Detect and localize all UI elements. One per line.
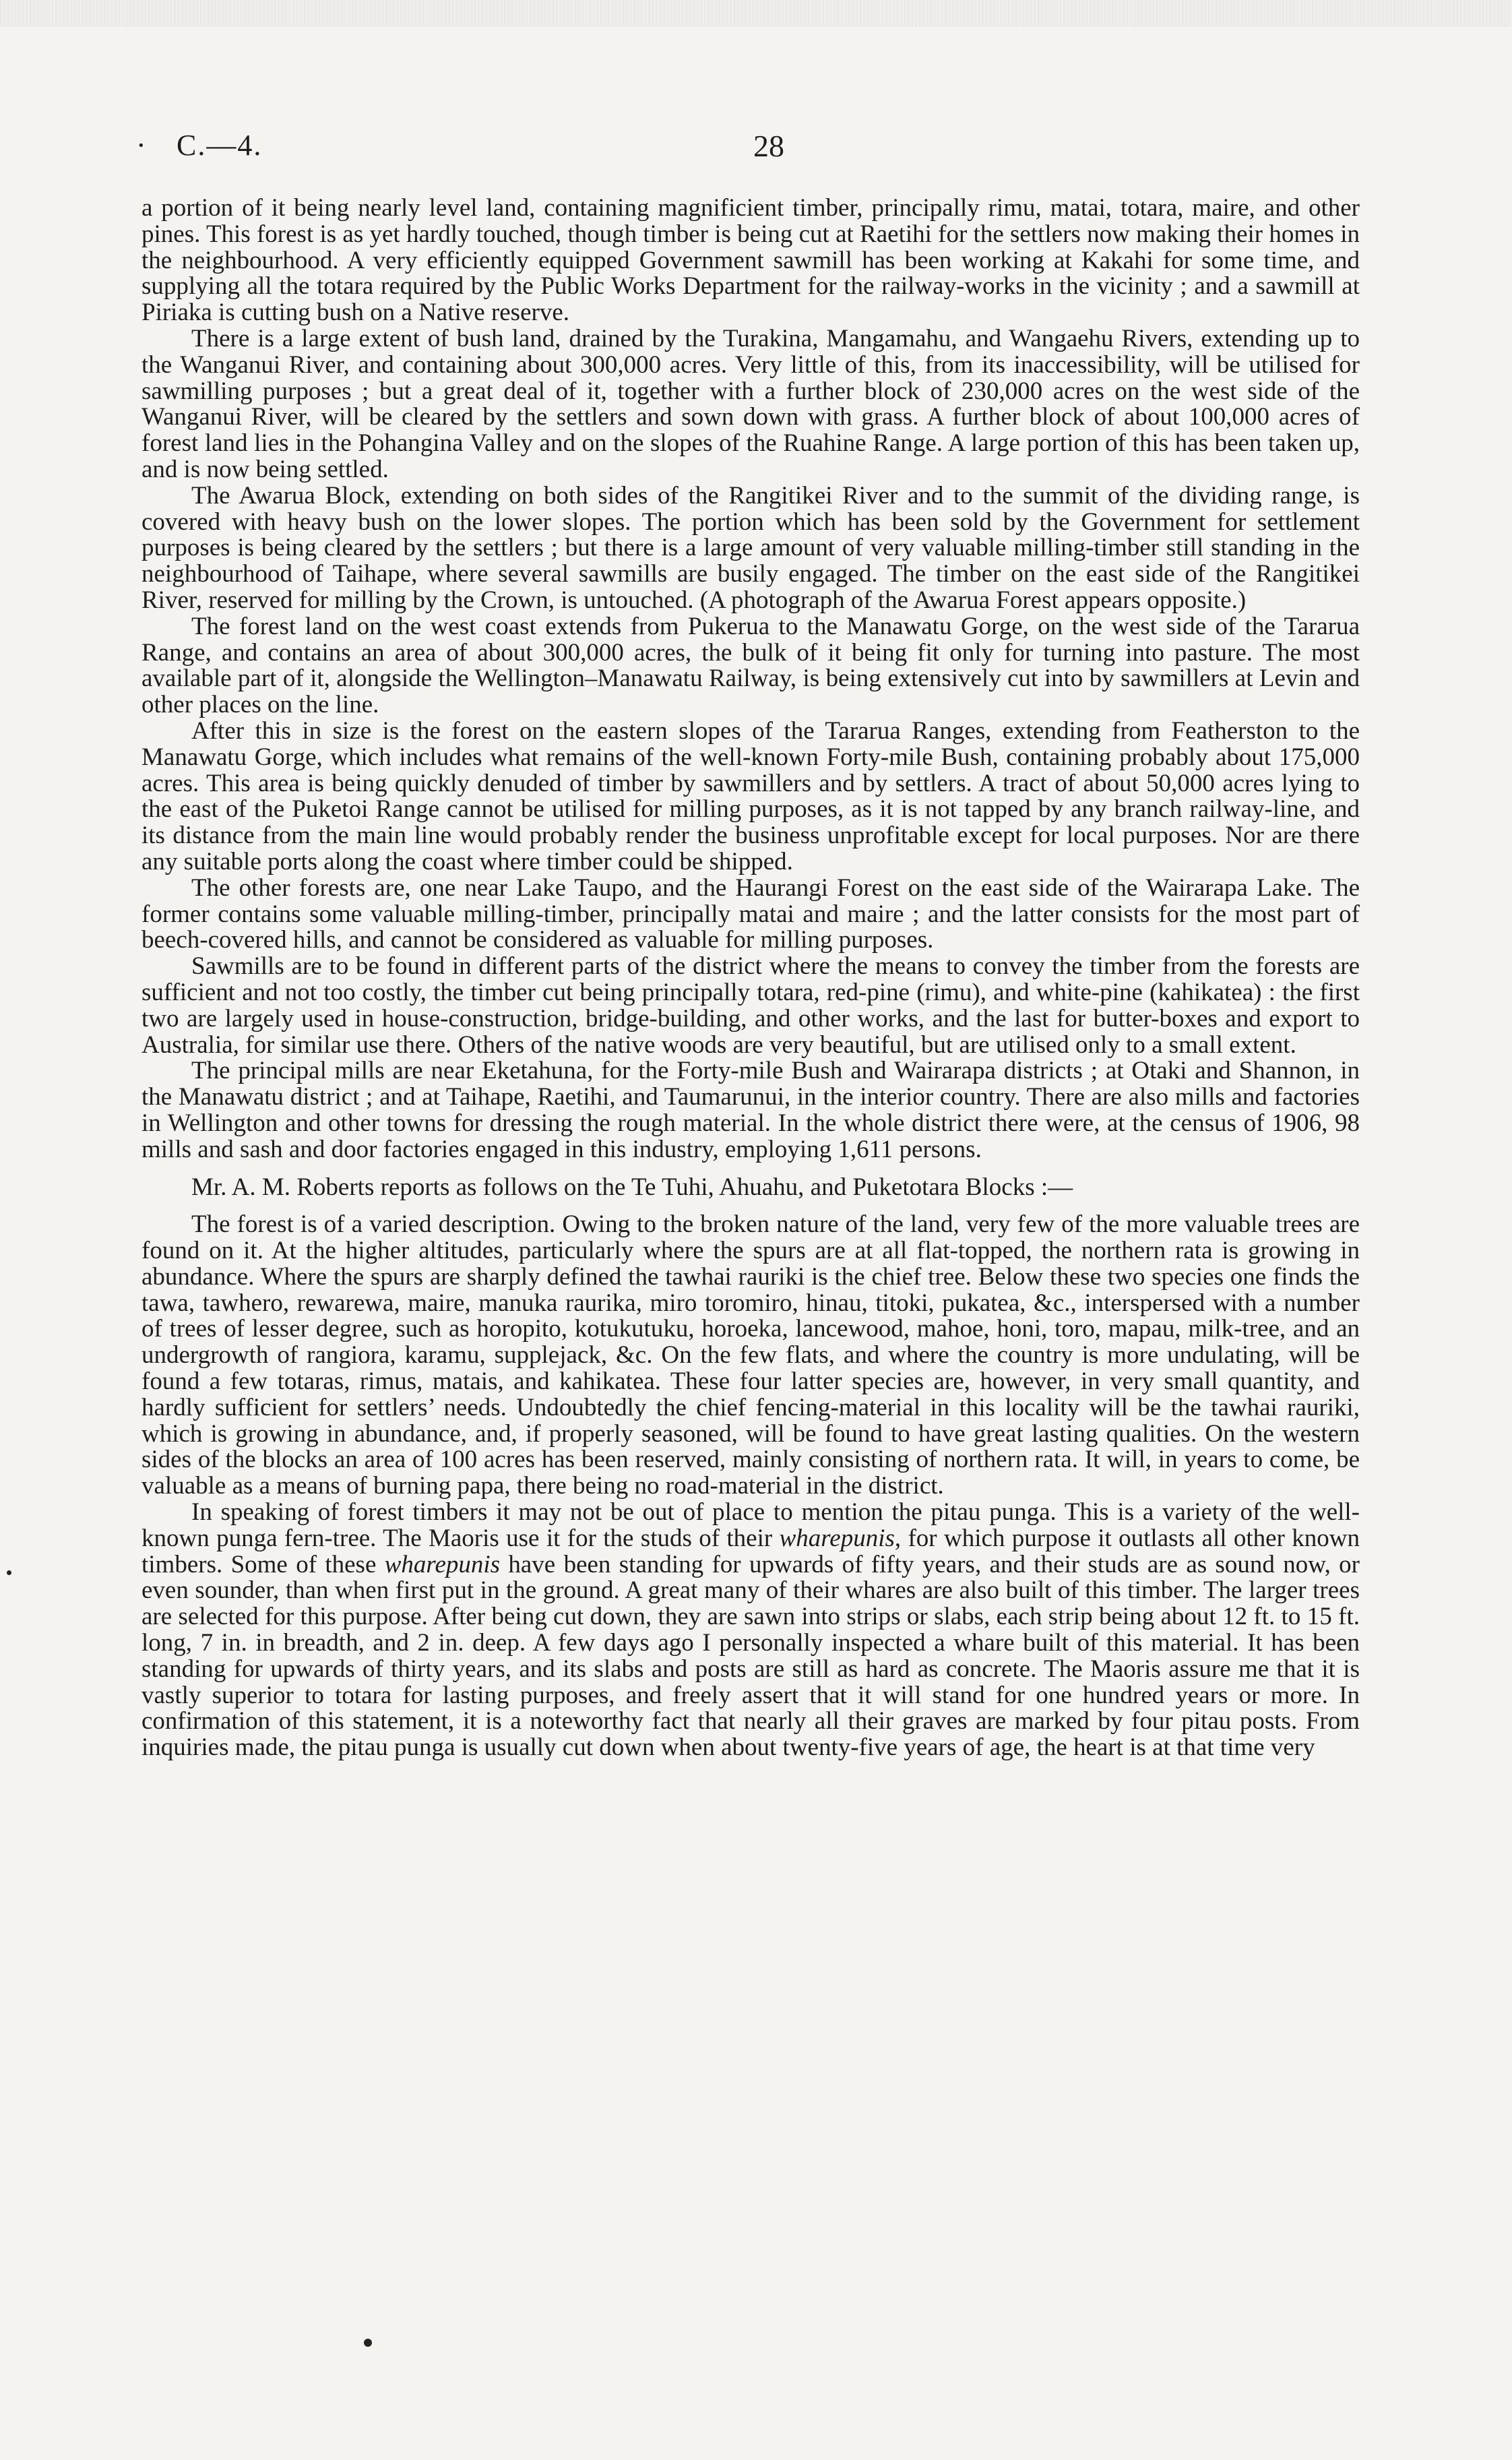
paragraph-8: The principal mills are near Eketahuna, for the Forty-mile Bush and Wairarapa districts ; at Otaki and Shannon, in the Manawatu district ; and at Taihape, Raetihi, and Taumarunui, in the interior country. There are also mills and factories in Wellington and other towns for dressing the rough material. In the whole district there were, at the census of 1906, 98 mills and sash and door factories engaged in this industry, employing 1,611 persons.	[141, 1057, 1360, 1163]
document-code	[136, 128, 263, 162]
paragraph-6: The other forests are, one near Lake Taupo, and the Haurangi Forest on the east side of the Wairarapa Lake. The former contains some valuable milling-timber, principally matai and maire ; and the latter consists for the most part of beech-covered hills, and cannot be considered as valuable for milling purposes.	[141, 873, 1360, 954]
document-code-text: C.—4.	[177, 129, 263, 162]
paragraph-5: After this in size is the forest on the eastern slopes of the Tararua Ranges, extending from Featherston to the Manawatu Gorge, which includes what remains of the well-known Forty-mile Bush, containing probably about 175,000 acres. This area is being quickly denuded of timber by sawmillers and by settlers. A tract of about 50,000 acres lying to the east of the Puketoi Range cannot be utilised for milling purposes, as it is not tapped by any branch railway-line, and its distance from the main line would probably render the business unprofitable except for local purposes. Nor are there any suitable ports along the coast where timber could be shipped.	[141, 716, 1360, 875]
pitau-text-2: , for which purpose it outlasts all other known timbers. Some of these	[141, 1524, 1360, 1578]
margin-mark-left	[7, 1570, 11, 1575]
paragraph-3: The Awarua Block, extending on both sides of the Rangitikei River and to the summit of the dividing range, is covered with heavy bush on the lower slopes. The portion which has been sold by the Government for settlement purposes is being cleared by the settlers ; but there is a large amount of very valuable milling-timber still standing in the neighbourhood of Taihape, where several sawmills are busily engaged. The timber on the east side of the Rangitikei River, reserved for milling by the Crown, is untouched. (A photograph of the Awarua Forest appears opposite.)	[141, 481, 1360, 614]
paragraph-2: There is a large extent of bush land, drained by the Turakina, Mangamahu, and Wangaehu Rivers, extending up to the Wanganui River, and containing about 300,000 acres. Very little of this, from its inaccessibility, will be utilised for sawmilling purposes ; but a great deal of it, together with a further block of 230,000 acres on the west side of the Wanganui River, will be cleared by the settlers and sown down with grass. A further block of about 100,000 acres of forest land lies in the Pohangina Valley and on the slopes of the Ruahine Range. A large portion of this has been taken up, and is now being settled.	[141, 324, 1360, 483]
paragraph-7: Sawmills are to be found in different parts of the district where the means to convey the timber from the forests are sufficient and not too costly, the timber cut being principally totara, red-pine (rimu), and white-pine (kahikatea) : the first two are largely used in house-construction, bridge-building, and other works, and the last for butter-boxes and export to Australia, for similar use there. Others of the native woods are very beautiful, but are utilised only to a small extent.	[141, 952, 1360, 1059]
header-dot: ·	[136, 129, 148, 162]
pitau-italic-1: wharepunis	[779, 1524, 895, 1552]
scan-edge-noise	[0, 0, 1512, 27]
pitau-text-1: In speaking of forest timbers it may not be out of place to mention the pitau punga. This is a variety of the well-known punga fern-tree. The Maoris use it for the studs of their	[141, 1498, 1360, 1552]
paragraph-forest-description: The forest is of a varied description. Owing to the broken nature of the land, very few of the more valuable trees are found on it. At the higher altitudes, particularly where the spurs are at all flat-topped, the northern rata is growing in abundance. Where the spurs are sharply defined the tawhai rauriki is the chief tree. Below these two species one finds the tawa, tawhero, rewarewa, maire, manuka raurika, miro toromiro, hinau, titoki, pukatea, &c., interspersed with a number of trees of lesser degree, such as horopito, kotukutuku, horoeka, lancewood, mahoe, honi, toro, mapau, milk-tree, and an undergrowth of rangiora, karamu, supplejack, &c. On the few flats, and where the country is more undulating, will be found a few totaras, rimus, matais, and kahikatea. These four latter species are, however, in very small quantity, and hardly sufficient for settlers’ needs. Undoubtedly the chief fencing-material in this locality will be the tawhai rauriki, which is growing in abundance, and, if properly seasoned, will be found to have great lasting qualities. On the western sides of the blocks an area of 100 acres has been reserved, mainly consisting of northern rata. It will, in years to come, be valuable as a means of burning papa, there being no road-material in the district.	[141, 1210, 1360, 1500]
report-intro-paragraph: Mr. A. M. Roberts reports as follows on the Te Tuhi, Ahuahu, and Puketotara Blocks :—	[191, 1173, 1073, 1202]
report-body	[141, 195, 1360, 1761]
page-header	[136, 128, 1362, 175]
paragraph-4: The forest land on the west coast extends from Pukerua to the Manawatu Gorge, on the west side of the Tararua Range, and contains an area of about 300,000 acres, the bulk of it being fit only for turning into pasture. The most available part of it, alongside the Wellington–Manawatu Railway, is being extensively cut into by sawmillers at Levin and other places on the line.	[141, 612, 1360, 719]
page-number: 28	[753, 129, 784, 163]
pitau-text-3: have been standing for upwards of fifty years, and their studs are as sound now, or even sounder, than when first put in the ground. A great many of their whares are also built of this timber. The larger trees are selected for this purpose. After being cut down, they are sawn into strips or slabs, each strip being about 12 ft. to 15 ft. long, 7 in. in breadth, and 2 in. deep. A few days ago I personally inspected a whare built of this material. It has been standing for upwards of thirty years, and its slabs and posts are still as hard as concrete. The Maoris assure me that it is vastly superior to totara for lasting purposes, and freely assert that it will stand for one hundred years or more. In confirmation of this statement, it is a noteworthy fact that nearly all their graves are marked by four pitau posts. From inquiries made, the pitau punga is usually cut down when about twenty-five years of age, the heart is at that time very	[141, 1550, 1360, 1762]
pitau-italic-2: wharepunis	[384, 1550, 501, 1578]
paragraph-pitau-punga	[141, 1500, 1360, 1761]
margin-mark-bottom	[364, 2339, 372, 2347]
paragraph-1: a portion of it being nearly level land, containing magnificient timber, principally rimu, matai, totara, maire, and other pines. This forest is as yet hardly touched, though timber is being cut at Raetihi for the settlers now making their homes in the neighbourhood. A very efficiently equipped Government sawmill has been working at Kakahi for some time, and supplying all the totara required by the Public Works Department for the railway-works in the vicinity ; and a sawmill at Piriaka is cutting bush on a Native reserve.	[141, 194, 1360, 327]
